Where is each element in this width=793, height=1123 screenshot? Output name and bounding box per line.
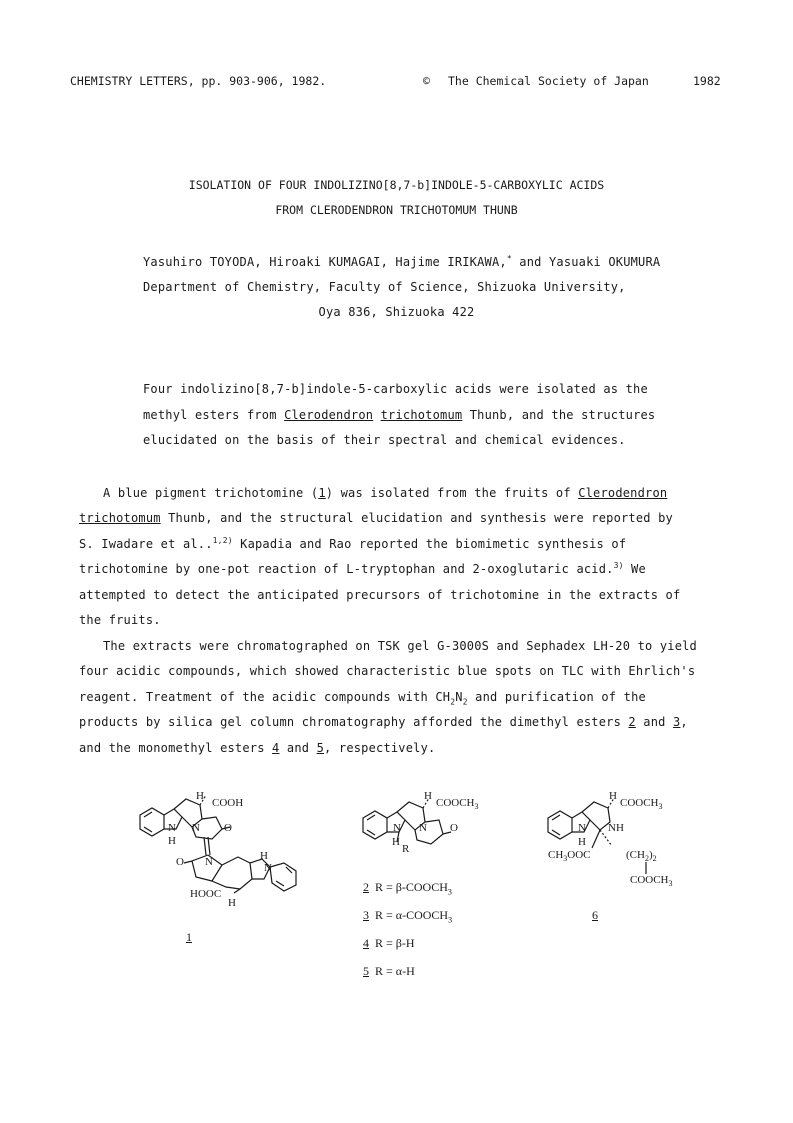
s2-n-atom: N	[419, 822, 427, 834]
para-text: S. Iwadare et al..	[79, 537, 213, 551]
s6-paren: )	[648, 849, 653, 861]
society-name: The Chemical Society of Japan	[448, 74, 649, 88]
genus-name: Clerodendron	[284, 408, 374, 422]
s6-ooc: OOC	[567, 849, 591, 861]
r-table-row	[363, 936, 415, 951]
para-text: and	[279, 741, 317, 755]
s1-bottom-h: H	[260, 850, 268, 862]
abstract-line: Four indolizino[8,7-b]indole-5-carboxylic acids were isolated as the	[143, 382, 648, 396]
citation-ref: 1,2)	[212, 536, 233, 545]
abstract-line	[143, 408, 655, 422]
s6-cooch3	[620, 797, 663, 812]
s1-bottom-h2: H	[228, 897, 236, 909]
subscript: 2	[462, 697, 468, 707]
s6-ch2-chain	[626, 849, 657, 864]
s2-r: R	[402, 843, 410, 855]
para1-line	[79, 511, 673, 525]
para2-line	[79, 741, 435, 755]
s2-n-atom: N	[393, 822, 401, 834]
author-names-first: Yasuhiro TOYODA, Hiroaki KUMAGAI, Hajime IRIKAWA,	[143, 255, 507, 269]
para1-line	[79, 537, 626, 551]
r-value: β-H	[395, 936, 415, 950]
compound-label-1: 1	[186, 930, 192, 944]
s6-h: H	[578, 836, 586, 848]
abstract-line: elucidated on the basis of their spectral and chemical evidences.	[143, 433, 626, 447]
paper-title-line2: FROM CLERODENDRON TRICHOTOMUM THUNB	[275, 203, 518, 217]
para-text: and purification of the	[467, 690, 646, 704]
compound-number: 4	[363, 936, 369, 950]
subscript: 2	[652, 854, 657, 864]
journal-citation: CHEMISTRY LETTERS, pp. 903-906, 1982.	[70, 74, 327, 88]
genus-name: Clerodendron	[578, 486, 668, 500]
subscript: 2	[644, 854, 649, 864]
compound-label-6: 6	[592, 908, 598, 922]
s1-top-h: H	[196, 790, 204, 802]
subscript: 3	[447, 887, 452, 897]
author-names-last: and Yasuaki OKUMURA	[511, 255, 661, 269]
r-equals: R =	[375, 964, 396, 978]
para1-line: the fruits.	[79, 613, 161, 627]
subscript: 3	[474, 802, 479, 812]
s6-ch: (CH	[626, 849, 645, 861]
copyright-symbol: ©	[423, 74, 430, 88]
s1-n-atom: N	[192, 822, 200, 834]
s6-nh: NH	[608, 822, 624, 834]
compound-ref-3: 3	[672, 715, 681, 729]
abstract-text: methyl esters from	[143, 408, 285, 422]
para-text: ) was isolated from the fruits of	[325, 486, 579, 500]
corresponding-asterisk: *	[506, 254, 512, 263]
r-table-row	[363, 908, 452, 923]
para1-line: attempted to detect the anticipated precursors of trichotomine in the extracts of	[79, 588, 681, 602]
species-name: trichotomum	[380, 408, 463, 422]
para-text: trichotomine by one-pot reaction of L-tryptophan and 2-oxoglutaric acid.	[79, 562, 614, 576]
compound-number: 5	[363, 964, 369, 978]
s6-ch: CH	[548, 849, 564, 861]
paper-title-line1: ISOLATION OF FOUR INDOLIZINO[8,7-b]INDOLE-5-CARBOXYLIC ACIDS	[188, 178, 605, 192]
s2-top-h: H	[424, 790, 432, 802]
s1-nh-h: H	[168, 835, 176, 847]
compound-ref-5: 5	[316, 741, 325, 755]
subscript: 3	[563, 854, 568, 864]
r-equals: R =	[375, 936, 396, 950]
s2-cooch3	[436, 797, 479, 812]
compound-number: 2	[363, 880, 369, 894]
para-text: reagent. Treatment of the acidic compounds with CH	[79, 690, 451, 704]
s6-cooch: COOCH	[630, 874, 669, 886]
para-text: products by silica gel column chromatography afforded the dimethyl esters	[79, 715, 629, 729]
para-text: and	[635, 715, 673, 729]
para2-line	[79, 690, 646, 707]
s1-n-atom: N	[205, 856, 213, 868]
r-equals: R =	[375, 880, 396, 894]
citation-ref: 3)	[613, 561, 624, 570]
para-text: , respectively.	[324, 741, 436, 755]
para2-line: four acidic compounds, which showed characteristic blue spots on TLC with Ehrlich's	[79, 664, 696, 678]
s6-chain-end	[630, 874, 673, 889]
para-text: and the monomethyl esters	[79, 741, 273, 755]
s6-top-h: H	[609, 790, 617, 802]
subscript: 3	[668, 879, 673, 889]
affiliation-line2: Oya 836, Shizuoka 422	[318, 305, 475, 319]
para-text: We	[623, 562, 646, 576]
r-equals: R =	[375, 908, 396, 922]
para1-line	[79, 562, 646, 576]
s1-o-atom: O	[176, 856, 184, 868]
para-text: A blue pigment trichotomine (	[103, 486, 319, 500]
compound-number: 3	[363, 908, 369, 922]
compound-ref-2: 2	[628, 715, 636, 729]
author-list	[143, 255, 660, 269]
s2-cooch: COOCH	[436, 797, 475, 809]
s1-cooh: COOH	[212, 797, 244, 809]
s1-n-atom: N	[168, 822, 176, 834]
species-name: trichotomum	[79, 511, 161, 525]
s2-o-atom: O	[450, 822, 458, 834]
header-year: 1982	[693, 74, 721, 88]
para-text: Kapadia and Rao reported the biomimetic synthesis of	[232, 537, 627, 551]
compound-ref-4: 4	[272, 741, 280, 755]
space	[373, 408, 380, 422]
s6-n-atom: N	[578, 822, 586, 834]
para-text: Thunb, and the structural elucidation and synthesis were reported by	[160, 511, 673, 525]
subscript: 2	[450, 697, 456, 707]
compound-ref-1: 1	[318, 486, 326, 500]
s6-cooch: COOCH	[620, 797, 659, 809]
para-text: ,	[680, 715, 688, 729]
para-text: N	[455, 690, 463, 704]
r-table-row	[363, 880, 452, 895]
r-value: β-COOCH	[395, 880, 448, 894]
abstract-text: Thunb, and the structures	[462, 408, 656, 422]
subscript: 3	[448, 915, 453, 925]
benzene-ring	[270, 863, 296, 891]
s2-h: H	[392, 836, 400, 848]
affiliation-line1: Department of Chemistry, Faculty of Science, Shizuoka University,	[143, 280, 626, 294]
r-table-row	[363, 964, 415, 979]
para2-line	[79, 715, 688, 729]
s6-chain-bond	[644, 862, 648, 874]
s1-hooc: HOOC	[190, 888, 222, 900]
s6-ch3ooc	[548, 849, 591, 864]
para1-line	[103, 486, 667, 500]
s1-n-atom: N	[264, 862, 272, 874]
r-value: α-COOCH	[395, 908, 449, 922]
subscript: 3	[658, 802, 663, 812]
s1-o-atom: O	[224, 822, 232, 834]
para2-line: The extracts were chromatographed on TSK gel G-3000S and Sephadex LH-20 to yield	[103, 639, 697, 653]
r-value: α-H	[395, 964, 415, 978]
